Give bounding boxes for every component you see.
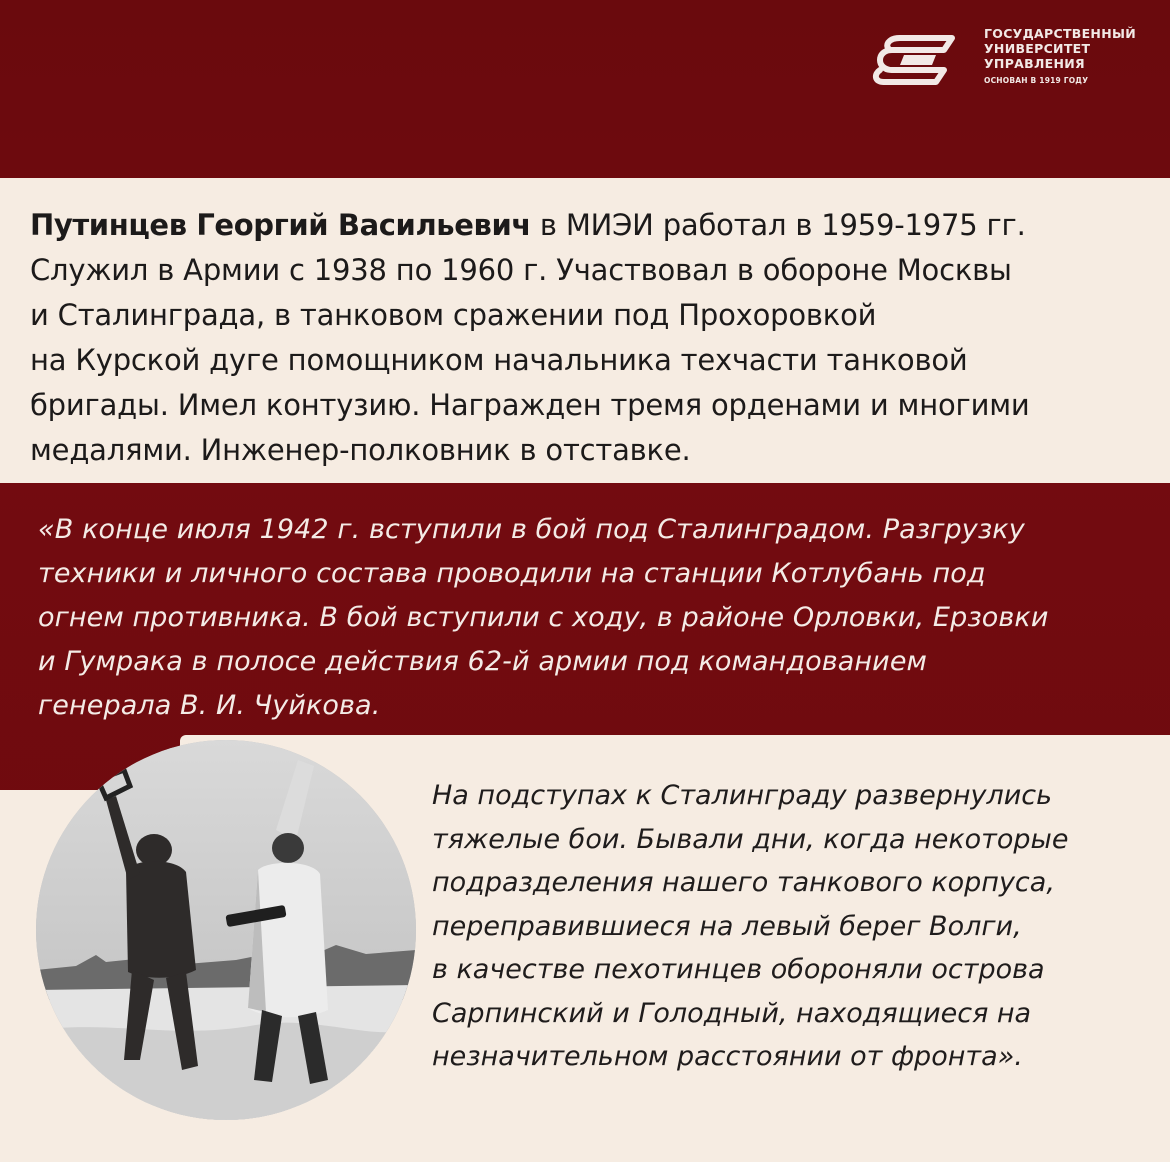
- logo-founded: ОСНОВАН В 1919 ГОДУ: [984, 76, 1089, 85]
- quote-bottom: [432, 774, 1152, 1079]
- bio-line-rest: в МИЭИ работал в 1959-1975 гг.: [530, 208, 1026, 242]
- quote-line: тяжелые бои. Бывали дни, когда некоторые: [432, 823, 1069, 855]
- logo-line: УПРАВЛЕНИЯ: [984, 56, 1085, 71]
- bio-line: медалями. Инженер-полковник в отставке.: [30, 433, 691, 467]
- logo-line: ГОСУДАРСТВЕННЫЙ: [984, 26, 1136, 41]
- university-logo: [870, 22, 1150, 102]
- bio-line: Служил в Армии с 1938 по 1960 г. Участвовал в обороне Москвы: [30, 253, 1012, 287]
- quote-line: Сарпинский и Голодный, находящиеся на: [432, 997, 1032, 1029]
- quote-line: огнем противника. В бой вступили с ходу, в районе Орловки, Ерзовки: [38, 602, 1049, 633]
- quote-top: [38, 508, 1148, 728]
- quote-line: техники и личного состава проводили на станции Котлубань под: [38, 558, 986, 589]
- bio-line: бригады. Имел контузию. Награжден тремя орденами и многими: [30, 388, 1030, 422]
- soldiers-photo: [36, 740, 416, 1120]
- quote-line: в качестве пехотинцев обороняли острова: [432, 954, 1045, 985]
- quote-line: и Гумрака в полосе действия 62-й армии под командованием: [38, 646, 928, 677]
- quote-line: На подступах к Сталинграду развернулись: [432, 780, 1053, 811]
- bio-line: [30, 203, 1150, 248]
- quote-line: подразделения нашего танкового корпуса,: [432, 867, 1055, 898]
- quote-line: генерала В. И. Чуйкова.: [38, 690, 381, 721]
- person-name: Путинцев Георгий Васильевич: [30, 208, 531, 242]
- quote-line: незначительном расстоянии от фронта».: [432, 1041, 1023, 1072]
- biography: [30, 203, 1150, 473]
- quote-line: «В конце июля 1942 г. вступили в бой под Сталинградом. Разгрузку: [38, 514, 1025, 545]
- logo-line: УНИВЕРСИТЕТ: [984, 41, 1091, 56]
- university-name: [984, 26, 1136, 88]
- bio-line: и Сталинграда, в танковом сражении под Прохоровкой: [30, 298, 877, 332]
- bio-line: на Курской дуге помощником начальника техчасти танковой: [30, 343, 968, 377]
- soldiers-photo-image: [36, 740, 416, 1120]
- university-logo-icon: [870, 28, 960, 92]
- quote-line: переправившиеся на левый берег Волги,: [432, 910, 1022, 942]
